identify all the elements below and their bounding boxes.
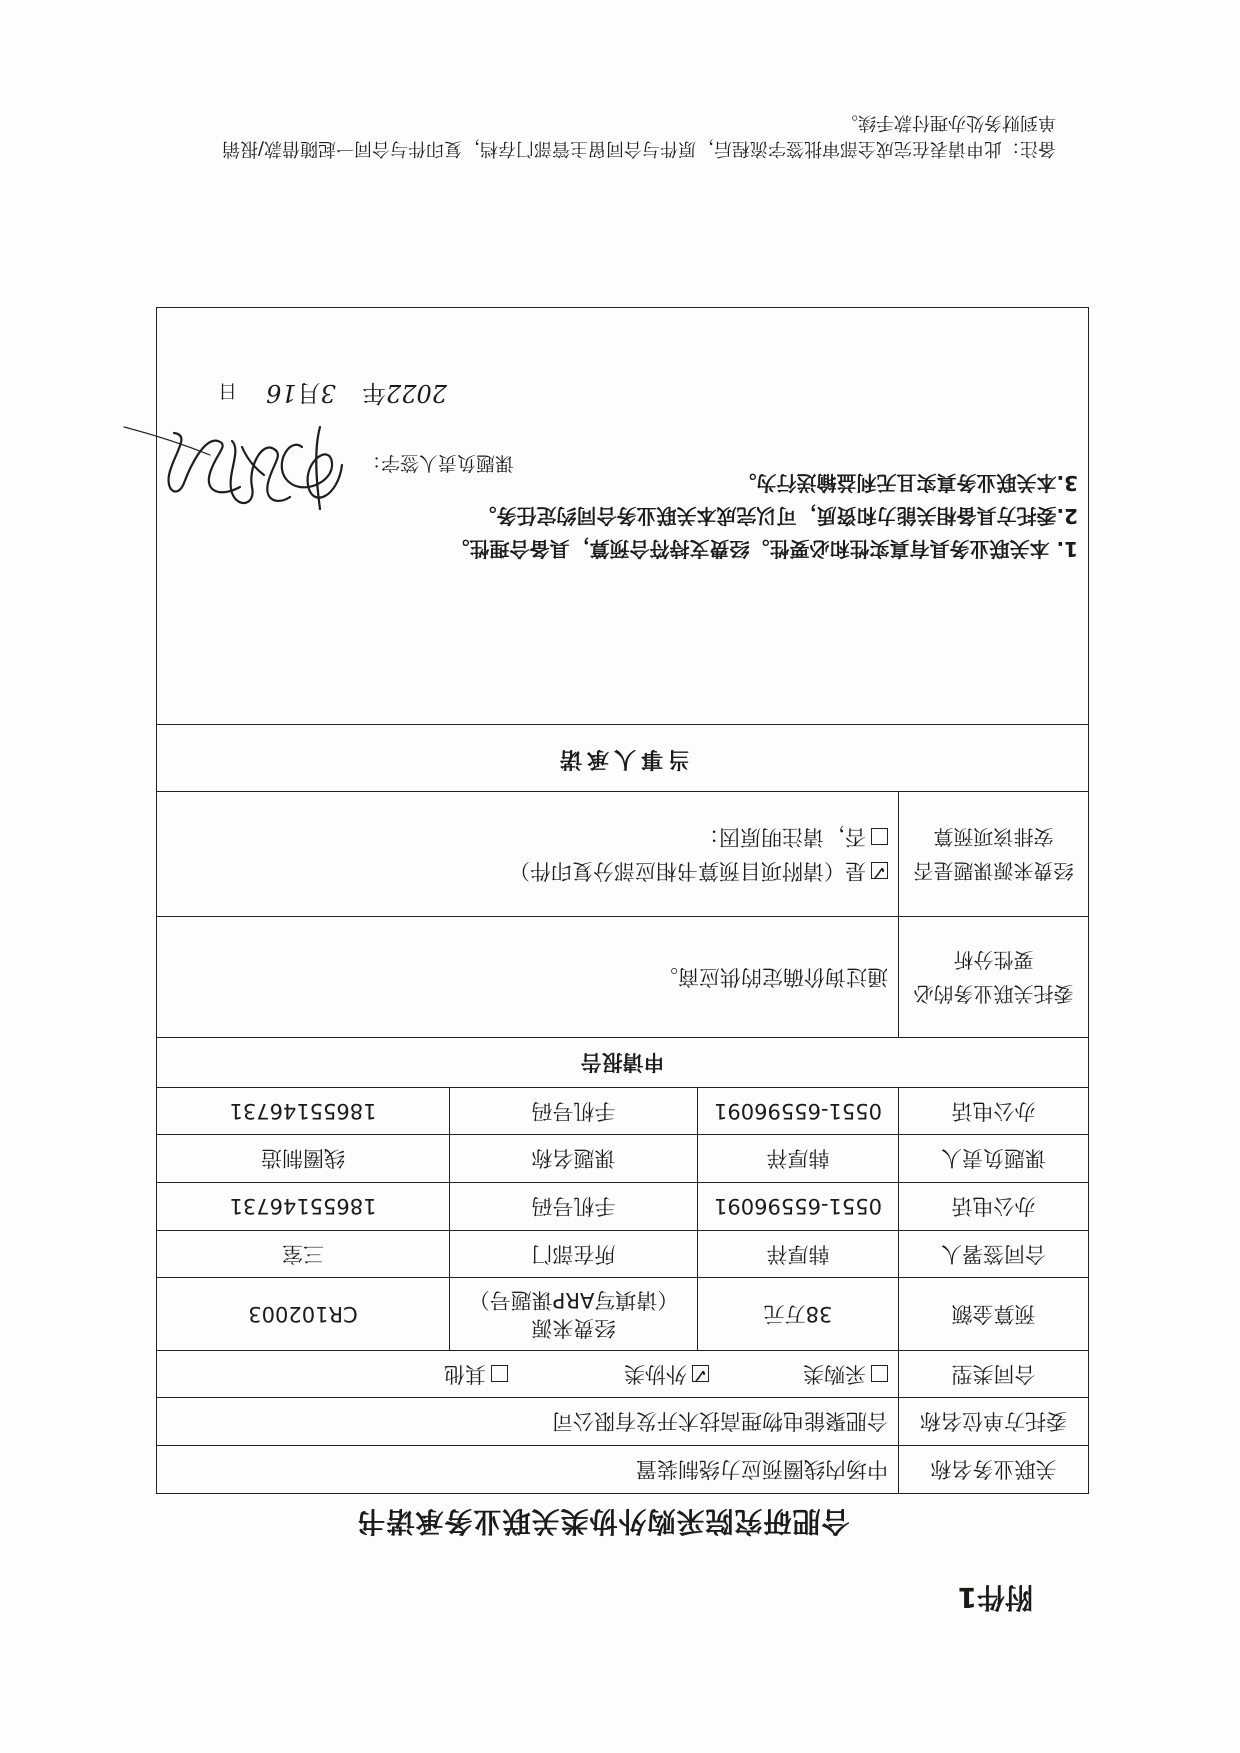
budget-arranged-option-no (167, 820, 888, 854)
option-label: 外协类 (624, 1362, 687, 1386)
department-label: 所在部门 (450, 1231, 698, 1278)
budget-value: 38万元 (698, 1278, 899, 1351)
row-signatory (157, 1231, 1089, 1278)
budget-label: 预算金额 (899, 1278, 1089, 1351)
budget-arranged-label: 经费来源课题是否安排该项预算 (899, 792, 1089, 917)
project-name-value: 线圈制造 (157, 1135, 450, 1183)
mobile-label: 手机号码 (450, 1088, 698, 1135)
client-unit-value: 合肥聚能电物理高技术开发有限公司 (157, 1398, 899, 1446)
signature-date (218, 378, 447, 413)
row-signatory-phone (157, 1183, 1089, 1231)
mobile-value: 18655146731 (157, 1088, 450, 1135)
project-name-label: 课题名称 (450, 1135, 698, 1183)
checkbox-icon (871, 1365, 888, 1382)
date-year: 2022 (385, 379, 447, 407)
option-label: 否，请注明原因： (698, 825, 866, 849)
row-budget (157, 1278, 1089, 1351)
row-contract-type (157, 1351, 1089, 1398)
date-month-unit: 月 (296, 379, 321, 407)
budget-arranged-options (157, 792, 899, 917)
checkbox-icon (692, 1365, 709, 1382)
row-application-header (157, 1038, 1089, 1088)
signatory-value: 韩厚祥 (698, 1231, 899, 1278)
project-leader-label: 课题负责人 (899, 1135, 1089, 1183)
row-business-name (157, 1446, 1089, 1494)
contract-type-option-other (444, 1360, 508, 1388)
footnote: 备注：此申请表在完成全部审批签字流程后，原件与合同留主管部门存档，复印件与合同一起随借款/报销单到财务处办理付款手续。 (221, 112, 1056, 159)
contract-type-option-outsourcing (508, 1360, 709, 1388)
project-leader-value: 韩厚祥 (698, 1135, 899, 1183)
contract-type-label: 合同类型 (899, 1351, 1089, 1398)
row-necessity (157, 917, 1089, 1038)
contract-type-option-procurement (709, 1360, 888, 1388)
handwritten-signature (120, 417, 360, 527)
client-unit-label: 委托方单位名称 (899, 1398, 1089, 1446)
mobile-value: 18655146731 (157, 1183, 450, 1231)
commitment-item: 3.本关联业务真实且无利益输送行为。 (736, 471, 1078, 496)
funding-source-label-line1: 经费来源 (531, 1316, 616, 1340)
funding-source-label-line2: （请填写ARP课题号） (468, 1288, 679, 1312)
commitment-section-header: 当事人承诺 (157, 725, 1089, 792)
application-section-header: 申请报告 (157, 1038, 1089, 1088)
checkbox-icon (871, 828, 888, 845)
funding-source-label (450, 1278, 698, 1351)
option-label: 采购类 (803, 1362, 866, 1386)
signatory-label: 合同签署人 (899, 1231, 1089, 1278)
option-label: 是（请附项目预算书相应部分复印件） (509, 859, 866, 883)
office-phone-value: 0551-65596091 (698, 1088, 899, 1135)
office-phone-value: 0551-65596091 (698, 1183, 899, 1231)
department-value: 三室 (157, 1231, 450, 1278)
row-project-leader (157, 1135, 1089, 1183)
mobile-label: 手机号码 (450, 1183, 698, 1231)
office-phone-label: 办公电话 (899, 1088, 1089, 1135)
document-title: 合肥研究院采购外协类关联业务承诺书 (356, 1505, 850, 1538)
commitment-item: 1. 本关联业务具有真实性和必要性。经费支持符合预算，具备合理性。 (449, 537, 1078, 562)
row-client-unit (157, 1398, 1089, 1446)
row-budget-arranged (157, 792, 1089, 917)
necessity-value: 通过询价确定的供应商。 (157, 917, 899, 1038)
funding-source-value: CR102003 (157, 1278, 450, 1351)
business-name-value: 中场内线圈预应力绕制装置 (157, 1446, 899, 1494)
checkbox-icon (871, 862, 888, 879)
date-day: 16 (266, 379, 297, 407)
attachment-label: 附件1 (957, 1581, 1033, 1614)
contract-type-options (157, 1351, 899, 1398)
date-day-unit: 日 (218, 380, 238, 402)
row-commitment-header (157, 725, 1089, 792)
commitment-item: 2.委托方具备相关能力和资质，可以完成本关联业务合同约定任务。 (476, 504, 1078, 529)
date-month: 3 (320, 379, 336, 407)
checkbox-icon (491, 1365, 508, 1382)
office-phone-label: 办公电话 (899, 1183, 1089, 1231)
signature-label: 课题负责人签字： (361, 452, 514, 474)
budget-arranged-option-yes (167, 854, 888, 888)
business-name-label: 关联业务名称 (899, 1446, 1089, 1494)
necessity-label: 委托关联业务的必要性分析 (899, 917, 1089, 1038)
option-label: 其他 (444, 1362, 486, 1386)
date-year-unit: 年 (361, 379, 386, 407)
row-leader-phone (157, 1088, 1089, 1135)
